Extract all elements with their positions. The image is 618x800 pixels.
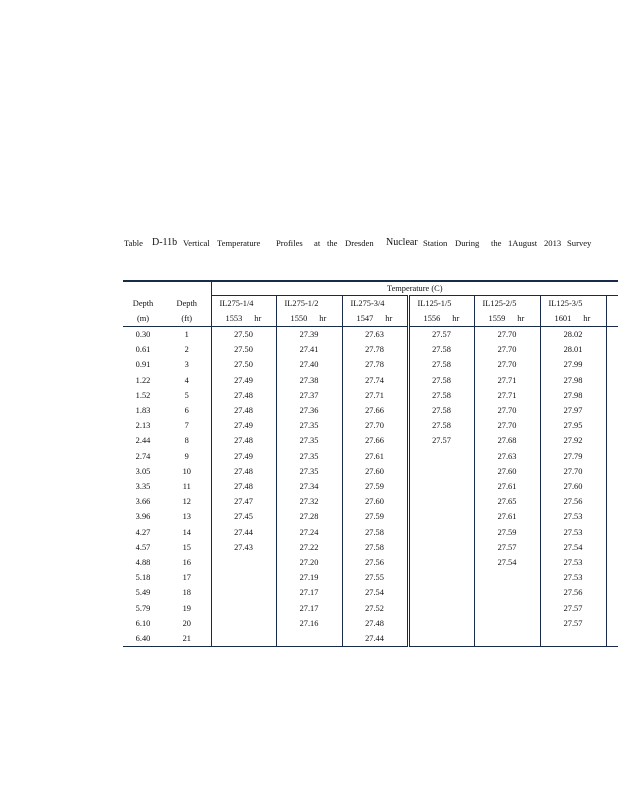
depth-ft-cell: 18 (182, 588, 191, 598)
depth-m-cell: 1.22 (135, 375, 151, 385)
hour-unit: hr (452, 314, 460, 323)
temp-cell: 27.54 (474, 555, 540, 570)
caption-word: 1August (508, 238, 538, 248)
temp-cell: 27.61 (342, 449, 408, 464)
caption-word: the (327, 238, 338, 248)
temp-cell (408, 494, 474, 509)
caption-word: Survey (567, 238, 592, 248)
temp-cell: 27.59 (342, 479, 408, 494)
temp-cell (211, 585, 276, 600)
table-row (123, 403, 618, 418)
caption-word: Vertical (183, 238, 210, 248)
temp-cell: 27.39 (276, 327, 342, 343)
temp-cell: 27.38 (276, 373, 342, 388)
temp-cell: 27.48 (342, 616, 408, 631)
well-id-header: IL125-2/5 (474, 296, 540, 312)
table-row (123, 418, 618, 433)
depth-ft-cell: 6 (184, 406, 189, 416)
temp-cell: 27.48 (211, 433, 276, 448)
well-time: 1556 (423, 314, 441, 323)
temp-cell: 27.61 (474, 479, 540, 494)
depth-m-cell: 3.05 (135, 466, 151, 476)
temp-cell: 27.50 (211, 342, 276, 357)
temp-cell: 27.98 (540, 388, 606, 403)
depth-ft-cell: 15 (182, 542, 191, 552)
temp-cell: 27.16 (276, 616, 342, 631)
depth-ft-cell: 12 (182, 497, 191, 507)
well-time: 1601 (554, 314, 572, 323)
well-id-header: IL125-3/5 (540, 296, 606, 312)
temp-cell: 27.48 (211, 388, 276, 403)
temp-cell (474, 585, 540, 600)
caption-word: Temperature (217, 238, 261, 248)
temp-cell: 27.54 (342, 585, 408, 600)
temp-cell: 27.97 (540, 403, 606, 418)
temp-cell: 27.58 (408, 403, 474, 418)
temp-cell (408, 479, 474, 494)
temp-cell: 27.63 (342, 327, 408, 343)
temp-cell: 27.57 (474, 540, 540, 555)
temp-cell: 27.57 (408, 327, 474, 343)
temp-cell: 27.58 (342, 525, 408, 540)
temp-cell: 27.74 (342, 373, 408, 388)
depth-ft-cell: 17 (182, 573, 191, 583)
temp-cell: 27.36 (276, 403, 342, 418)
temp-cell: 27.48 (211, 403, 276, 418)
temp-cell: 27.35 (276, 418, 342, 433)
temp-cell (408, 464, 474, 479)
temp-cell: 27.60 (474, 464, 540, 479)
table-row (123, 555, 618, 570)
temp-cell (408, 449, 474, 464)
temp-cell (211, 601, 276, 616)
depth-m-cell: 5.49 (135, 588, 151, 598)
temp-cell: 27.49 (211, 449, 276, 464)
depth-m-cell: 0.61 (135, 345, 151, 355)
temp-cell: 27.43 (211, 540, 276, 555)
temp-cell: 27.70 (342, 418, 408, 433)
depth-m-cell: 5.79 (135, 603, 151, 613)
table-row (123, 509, 618, 524)
depth-m-cell: 0.91 (135, 360, 151, 370)
hour-unit: hr (517, 314, 525, 323)
temp-cell: 27.41 (276, 342, 342, 357)
temp-cell: 27.59 (342, 509, 408, 524)
temp-cell: 27.52 (342, 601, 408, 616)
table-row (123, 631, 618, 647)
temp-cell (408, 509, 474, 524)
temp-cell: 27.44 (211, 525, 276, 540)
depth-m-cell: 3.96 (135, 512, 151, 522)
temp-cell: 27.32 (276, 494, 342, 509)
temp-cell: 27.53 (540, 509, 606, 524)
table-row (123, 570, 618, 585)
depth-m-cell: 1.83 (135, 406, 151, 416)
table-row (123, 327, 618, 343)
table-caption (124, 238, 604, 252)
temp-cell (474, 631, 540, 647)
temp-cell (408, 570, 474, 585)
depth-m-cell: 2.44 (135, 436, 151, 446)
temperature-table (123, 280, 618, 647)
hour-unit: hr (385, 314, 393, 323)
temp-cell: 27.59 (474, 525, 540, 540)
temp-cell: 27.22 (276, 540, 342, 555)
temp-cell: 27.70 (474, 327, 540, 343)
temp-cell (211, 631, 276, 647)
temp-cell: 27.71 (342, 388, 408, 403)
depth-ft-cell: 8 (184, 436, 189, 446)
temp-cell: 27.58 (408, 357, 474, 372)
temp-cell (408, 601, 474, 616)
depth-ft-cell: 10 (182, 466, 191, 476)
hour-unit: hr (583, 314, 591, 323)
caption-word: During (455, 238, 480, 248)
depth-ft-cell: 3 (184, 360, 189, 370)
well-id-header: IL275-1/4 (211, 296, 276, 312)
depth-ft-cell: 21 (163, 631, 211, 647)
well-time-header (342, 311, 408, 327)
well-time-header (540, 311, 606, 327)
caption-word: 2013 (544, 238, 562, 248)
temp-cell: 27.53 (540, 525, 606, 540)
table-row (123, 616, 618, 631)
temp-cell: 27.61 (474, 509, 540, 524)
well-id-header: IL125-1/5 (408, 296, 474, 312)
temp-cell: 27.98 (540, 373, 606, 388)
temp-cell: 27.50 (211, 357, 276, 372)
caption-word: the (491, 238, 502, 248)
temp-cell: 27.48 (211, 479, 276, 494)
depth-ft-cell: 20 (182, 618, 191, 628)
temp-cell: 27.70 (474, 357, 540, 372)
well-time-header (276, 311, 342, 327)
well-time: 1553 (225, 314, 243, 323)
temp-cell: 27.49 (211, 373, 276, 388)
depth-ft-cell: 11 (182, 482, 191, 492)
hour-unit: hr (254, 314, 262, 323)
temp-cell: 27.50 (211, 327, 276, 343)
temp-cell: 27.68 (474, 433, 540, 448)
temp-cell: 27.20 (276, 555, 342, 570)
caption-word: Dresden (345, 238, 374, 248)
caption-word: Station (423, 238, 448, 248)
temp-cell: 27.71 (474, 373, 540, 388)
temp-cell (474, 601, 540, 616)
temp-cell: 27.55 (342, 570, 408, 585)
depth-ft-cell: 4 (184, 375, 189, 385)
temp-cell (408, 616, 474, 631)
depth-m-cell: 6.40 (123, 631, 163, 647)
table-row (123, 357, 618, 372)
depth-ft-cell: 1 (184, 330, 189, 339)
temp-cell (408, 585, 474, 600)
well-time-header (474, 311, 540, 327)
temp-cell (474, 616, 540, 631)
temp-cell: 27.17 (276, 585, 342, 600)
temp-cell: 27.60 (342, 494, 408, 509)
temp-cell (540, 631, 606, 647)
caption-word: at (314, 238, 321, 248)
depth-m-cell: 0.30 (135, 330, 151, 339)
temp-cell: 27.92 (540, 433, 606, 448)
temp-cell: 27.47 (211, 494, 276, 509)
depth-m-cell: 5.18 (135, 573, 151, 583)
table-row (123, 585, 618, 600)
temp-cell: 27.60 (342, 464, 408, 479)
table-row (123, 479, 618, 494)
depth-ft-cell: 2 (184, 345, 189, 355)
temp-cell: 27.28 (276, 509, 342, 524)
depth-ft-cell: 9 (184, 451, 189, 461)
temp-cell (474, 570, 540, 585)
temp-cell: 27.56 (540, 494, 606, 509)
depth-m-header: Depth (132, 298, 154, 308)
temp-cell: 27.58 (408, 388, 474, 403)
depth-m-cell: 4.27 (135, 527, 151, 537)
temp-cell: 27.58 (408, 342, 474, 357)
temp-cell: 27.17 (276, 601, 342, 616)
well-time-header (211, 311, 276, 327)
temp-cell (211, 555, 276, 570)
temp-cell: 27.53 (540, 570, 606, 585)
table-header (123, 281, 618, 327)
depth-m-cell: 3.35 (135, 482, 151, 492)
depth-ft-header: Depth (176, 298, 197, 308)
temp-cell: 27.57 (540, 616, 606, 631)
temp-cell: 27.63 (474, 449, 540, 464)
hour-unit: hr (319, 314, 327, 323)
temp-cell: 27.53 (540, 555, 606, 570)
table-row (123, 373, 618, 388)
temp-cell: 27.57 (540, 601, 606, 616)
temp-cell (211, 570, 276, 585)
table-row (123, 540, 618, 555)
table-row (123, 433, 618, 448)
depth-ft-cell: 16 (182, 558, 191, 568)
depth-ft-cell: 19 (182, 603, 191, 613)
temp-cell: 27.58 (408, 418, 474, 433)
temp-cell: 27.65 (474, 494, 540, 509)
temp-cell: 27.56 (540, 585, 606, 600)
depth-ft-cell: 14 (182, 527, 191, 537)
table-row (123, 525, 618, 540)
temp-cell: 27.71 (474, 388, 540, 403)
well-id-header: IL275-1/2 (276, 296, 342, 312)
well-time: 1550 (290, 314, 308, 323)
temp-cell: 27.70 (474, 403, 540, 418)
depth-m-cell: 4.57 (135, 542, 151, 552)
temp-cell (408, 525, 474, 540)
caption-word: Table (124, 238, 143, 248)
temp-cell: 27.54 (540, 540, 606, 555)
depth-m-cell: 3.66 (135, 497, 151, 507)
well-time: 1559 (488, 314, 506, 323)
temp-cell: 27.40 (276, 357, 342, 372)
caption-table-number: D-11b (152, 237, 178, 248)
table-row (123, 464, 618, 479)
temp-cell: 27.95 (540, 418, 606, 433)
temp-cell: 27.99 (540, 357, 606, 372)
table-row (123, 449, 618, 464)
depth-ft-cell: 5 (184, 390, 189, 400)
temp-cell: 27.58 (342, 540, 408, 555)
depth-ft-cell: 7 (184, 421, 189, 431)
temp-cell: 27.37 (276, 388, 342, 403)
temperature-group-header: Temperature (C) (211, 281, 618, 296)
temp-cell: 27.48 (211, 464, 276, 479)
temp-cell: 27.70 (474, 418, 540, 433)
table-row (123, 601, 618, 616)
temp-cell: 27.79 (540, 449, 606, 464)
temp-cell: 27.44 (342, 631, 408, 647)
depth-m-cell: 2.13 (135, 421, 151, 431)
temp-cell (276, 631, 342, 647)
temp-cell: 27.35 (276, 464, 342, 479)
temp-cell: 27.66 (342, 403, 408, 418)
temp-cell (408, 631, 474, 647)
temp-cell (408, 555, 474, 570)
temp-cell: 27.60 (540, 479, 606, 494)
well-id-header: IL275-3/4 (342, 296, 408, 312)
temp-cell: 27.49 (211, 418, 276, 433)
depth-m-cell: 6.10 (135, 618, 151, 628)
table-body (123, 327, 618, 647)
temp-cell: 27.70 (540, 464, 606, 479)
temp-cell (408, 540, 474, 555)
depth-m-unit: (m) (123, 311, 163, 327)
temp-cell: 27.19 (276, 570, 342, 585)
depth-m-cell: 2.74 (135, 451, 151, 461)
temp-cell: 27.35 (276, 433, 342, 448)
table-row (123, 494, 618, 509)
temp-cell: 27.56 (342, 555, 408, 570)
temp-cell: 27.78 (342, 342, 408, 357)
temp-cell: 28.02 (540, 327, 606, 343)
caption-word: Nuclear (386, 237, 418, 248)
temp-cell: 27.78 (342, 357, 408, 372)
temp-cell: 28.01 (540, 342, 606, 357)
temp-cell: 27.57 (408, 433, 474, 448)
temp-cell: 27.45 (211, 509, 276, 524)
temp-cell: 27.35 (276, 449, 342, 464)
well-time-header (408, 311, 474, 327)
depth-m-cell: 4.88 (135, 558, 151, 568)
temp-cell: 27.58 (408, 373, 474, 388)
temp-cell: 27.70 (474, 342, 540, 357)
temp-cell: 27.66 (342, 433, 408, 448)
depth-ft-cell: 13 (182, 512, 191, 522)
depth-m-cell: 1.52 (135, 390, 151, 400)
depth-ft-unit: (ft) (163, 311, 211, 327)
table-row (123, 342, 618, 357)
temp-cell: 27.24 (276, 525, 342, 540)
table-row (123, 388, 618, 403)
temp-cell (211, 616, 276, 631)
well-time: 1547 (356, 314, 374, 323)
temp-cell: 27.34 (276, 479, 342, 494)
caption-word: Profiles (276, 238, 303, 248)
